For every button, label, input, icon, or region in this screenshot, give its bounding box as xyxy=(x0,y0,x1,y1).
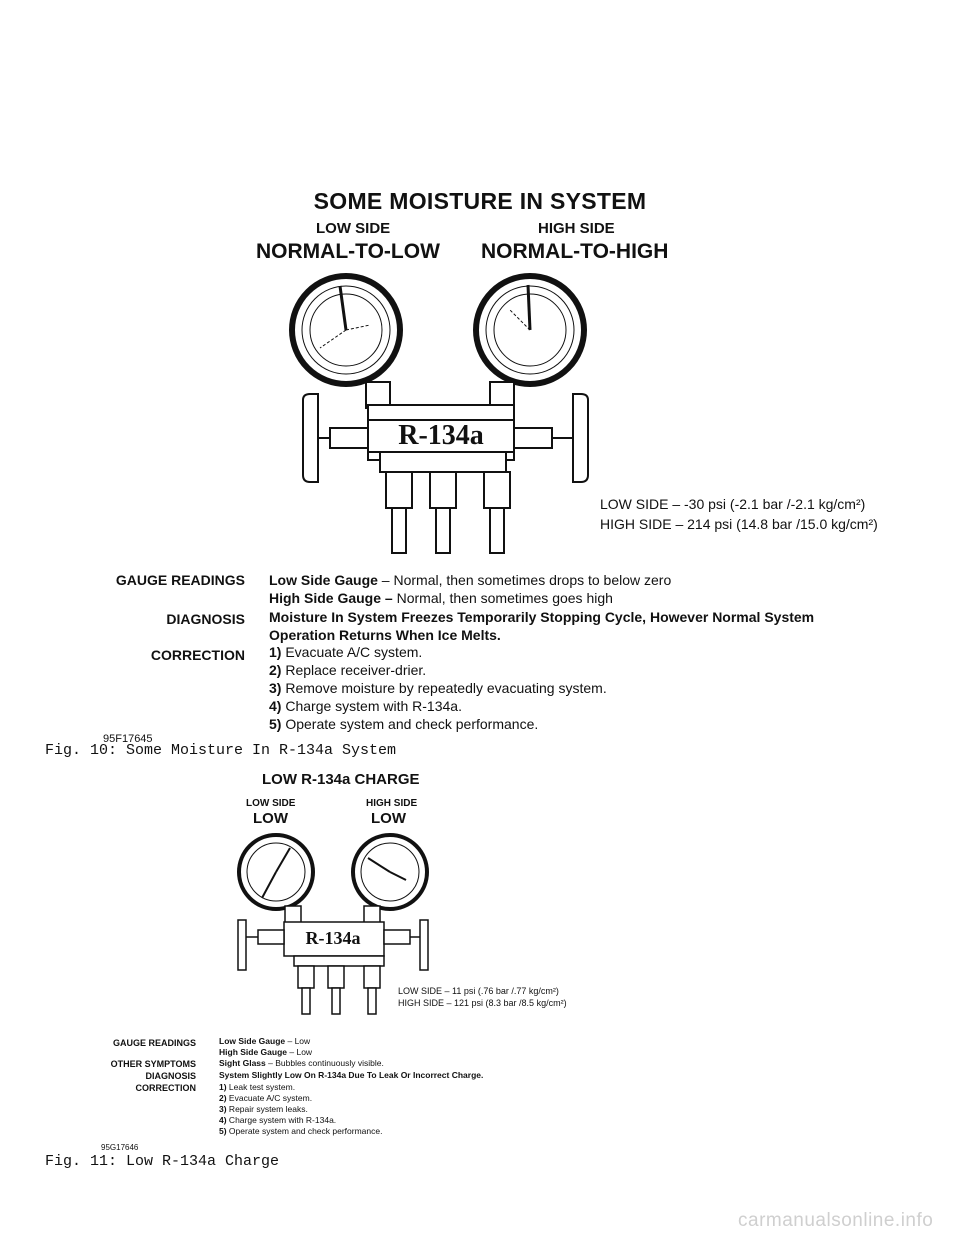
fig10-title: SOME MOISTURE IN SYSTEM xyxy=(313,188,647,214)
fig10-diagnosis-label: DIAGNOSIS xyxy=(166,611,245,627)
fig10-correction-step xyxy=(269,715,607,733)
fig11-high-side-label: HIGH SIDE xyxy=(366,798,418,809)
fig11-high-side-value: LOW xyxy=(371,810,406,827)
fig10-low-gauge-bold: Low Side Gauge xyxy=(269,572,378,588)
fig10-correction-step xyxy=(269,661,607,679)
fig11-diagnosis-text: System Slightly Low On R-134a Due To Leak Or Incorrect Charge. xyxy=(219,1070,484,1080)
fig10-high-spec: HIGH SIDE – 214 psi (14.8 bar /15.0 kg/cm²) xyxy=(600,516,878,532)
fig10-high-gauge-text: Normal, then sometimes goes high xyxy=(392,590,613,606)
step-number: 2) xyxy=(269,662,282,678)
fig10-high-side-label: HIGH SIDE xyxy=(538,220,615,237)
fig11-diagnosis-label: DIAGNOSIS xyxy=(145,1071,196,1081)
step-text: Leak test system. xyxy=(226,1082,296,1092)
fig11-caption: Fig. 11: Low R-134a Charge xyxy=(45,1153,280,1170)
fig10-correction-step xyxy=(269,679,607,697)
fig11-correction-step xyxy=(219,1082,382,1093)
fig10-manifold-label: R-134a xyxy=(398,420,484,451)
fig11-manifold-label: R-134a xyxy=(305,928,361,948)
fig11-correction-step xyxy=(219,1104,382,1115)
step-text: Charge system with R-134a. xyxy=(281,698,462,714)
fig10-gauge-readings-label: GAUGE READINGS xyxy=(115,572,245,588)
fig10-correction-list xyxy=(269,643,607,733)
fig10-high-side-value: NORMAL-TO-HIGH xyxy=(481,240,669,263)
step-number: 5) xyxy=(269,716,282,732)
fig10-high-gauge-needle xyxy=(528,285,530,330)
fig11-low-side-value: LOW xyxy=(253,810,288,827)
fig10-low-side-label: LOW SIDE xyxy=(316,220,391,237)
fig11-title: LOW R-134a CHARGE xyxy=(262,771,420,788)
step-number: 1) xyxy=(269,644,282,660)
fig11-low-spec: LOW SIDE – 11 psi (.76 bar /.77 kg/cm²) xyxy=(398,986,559,996)
step-number: 3) xyxy=(269,680,282,696)
fig10-diagnosis-text: Moisture In System Freezes Temporarily Stopping Cycle, However Normal System Operation Returns When Ice Melts. xyxy=(269,609,815,643)
fig10-low-gauge-line xyxy=(269,571,671,589)
fig11-low-gauge-text: – Low xyxy=(285,1036,311,1046)
step-text: Repair system leaks. xyxy=(226,1104,308,1114)
step-number: 4) xyxy=(219,1115,227,1125)
fig10-correction-step xyxy=(269,697,607,715)
fig11-other-symptoms-label: OTHER SYMPTOMS xyxy=(110,1059,196,1069)
fig10-code: 95F17645 xyxy=(103,733,153,745)
fig11-low-side-label: LOW SIDE xyxy=(246,798,296,809)
fig11-code: 95G17646 xyxy=(101,1143,139,1152)
fig11-correction-list xyxy=(219,1082,382,1137)
fig11-high-gauge-text: – Low xyxy=(287,1047,313,1057)
fig11-other-symptoms-text: – Bubbles continuously visible. xyxy=(265,1058,384,1068)
step-text: Remove moisture by repeatedly evacuating system. xyxy=(281,680,607,696)
fig11-correction-label: CORRECTION xyxy=(135,1083,196,1093)
fig11-low-gauge-line xyxy=(219,1036,310,1047)
step-text: Operate system and check performance. xyxy=(281,716,539,732)
fig11-other-symptoms-line xyxy=(219,1058,384,1069)
fig11-correction-step xyxy=(219,1093,382,1104)
step-number: 2) xyxy=(219,1093,227,1103)
fig10-low-spec: LOW SIDE – -30 psi (-2.1 bar /-2.1 kg/cm²) xyxy=(600,496,866,512)
watermark-link[interactable]: carmanualsonline.info xyxy=(738,1210,934,1231)
step-text: Evacuate A/C system. xyxy=(281,644,423,660)
fig10-low-side-value: NORMAL-TO-LOW xyxy=(256,240,440,263)
fig10-caption: Fig. 10: Some Moisture In R-134a System xyxy=(45,742,397,759)
step-text: Evacuate A/C system. xyxy=(226,1093,313,1103)
fig11-correction-step xyxy=(219,1115,382,1126)
fig10-high-gauge-line xyxy=(269,589,613,607)
fig10-low-gauge-text: – Normal, then sometimes drops to below zero xyxy=(377,572,672,588)
fig11-high-gauge-line xyxy=(219,1047,312,1058)
fig11-other-symptoms-bold: Sight Glass xyxy=(219,1058,266,1068)
fig11-gauge-readings-label: GAUGE READINGS xyxy=(112,1038,196,1048)
step-number: 1) xyxy=(219,1082,227,1092)
step-number: 5) xyxy=(219,1126,227,1136)
step-text: Operate system and check performance. xyxy=(226,1126,383,1136)
step-text: Charge system with R-134a. xyxy=(226,1115,337,1125)
fig10-correction-step xyxy=(269,643,607,661)
fig11-high-spec: HIGH SIDE – 121 psi (8.3 bar /8.5 kg/cm²) xyxy=(398,998,567,1008)
step-text: Replace receiver-drier. xyxy=(281,662,427,678)
step-number: 3) xyxy=(219,1104,227,1114)
step-number: 4) xyxy=(269,698,282,714)
fig11-low-gauge-bold: Low Side Gauge xyxy=(219,1036,286,1046)
fig10-correction-label: CORRECTION xyxy=(150,647,245,663)
fig11-high-gauge-bold: High Side Gauge xyxy=(219,1047,288,1057)
fig11-correction-step xyxy=(219,1126,382,1137)
fig10-high-gauge-bold: High Side Gauge – xyxy=(269,590,393,606)
